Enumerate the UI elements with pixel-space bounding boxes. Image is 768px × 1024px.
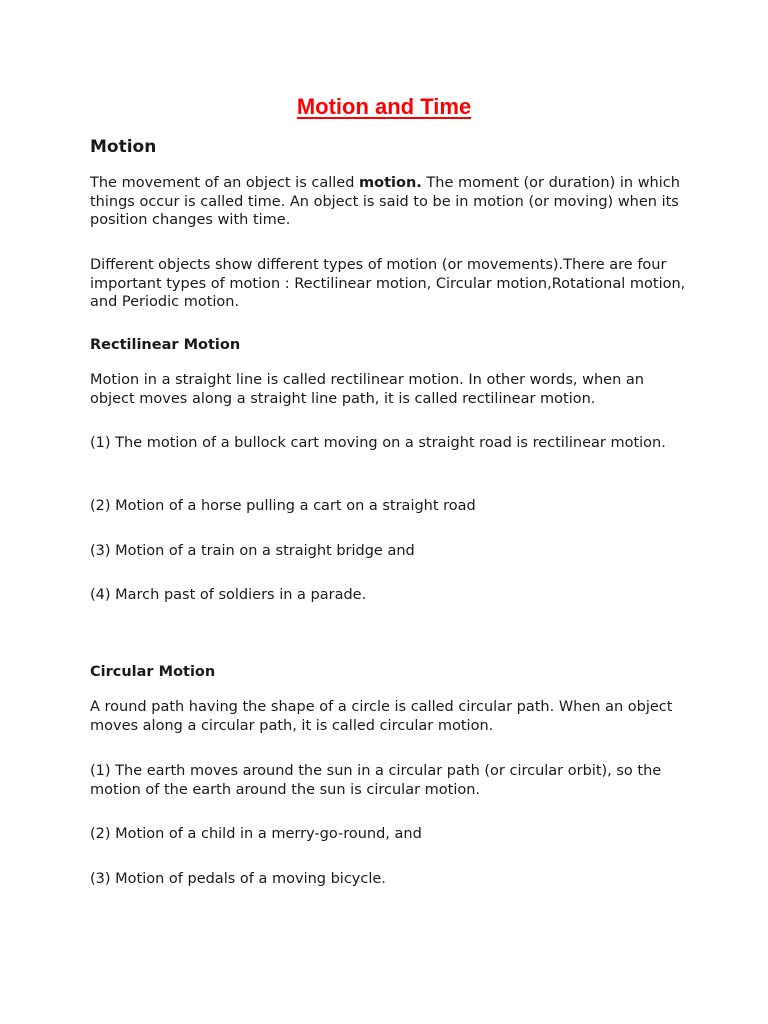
section-heading-motion: Motion [90,137,157,157]
list-item-circular-2: (2) Motion of a child in a merry-go-round, and [90,826,422,842]
list-item-rectilinear-1: (1) The motion of a bullock cart moving on a straight road is rectilinear motion. [90,435,666,451]
section-heading-rectilinear: Rectilinear Motion [90,337,241,353]
bold-term-motion: motion. [359,175,422,191]
page-title: Motion and Time [296,94,472,119]
list-item-rectilinear-3: (3) Motion of a train on a straight bridge and [90,543,415,559]
paragraph-rectilinear-definition: Motion in a straight line is called rectilinear motion. In other words, when an object moves along a straight line path, it is called rectilinear motion. [90,372,644,407]
list-item-rectilinear-2: (2) Motion of a horse pulling a cart on a straight road [90,498,476,514]
paragraph-text: The movement of an object is called [90,175,360,191]
paragraph-motion-definition [90,174,690,230]
list-item-circular-1: (1) The earth moves around the sun in a circular path (or circular orbit), so the motion of the earth around the sun is circular motion. [90,763,662,798]
section-heading-circular: Circular Motion [90,664,216,680]
list-item-rectilinear-4: (4) March past of soldiers in a parade. [90,587,367,603]
paragraph-text: The moment (or duration) in which things occur is called time. An object is said to be in motion (or moving) when its position changes with time. [90,175,680,228]
paragraph-motion-types: Different objects show different types of motion (or movements).There are four important types of motion : Rectilinear motion, Circular motion,Rotational motion, and Periodic motion. [90,257,686,310]
paragraph-circular-definition: A round path having the shape of a circle is called circular path. When an object moves along a circular path, it is called circular motion. [90,699,673,734]
list-item-circular-3: (3) Motion of pedals of a moving bicycle. [90,871,386,887]
